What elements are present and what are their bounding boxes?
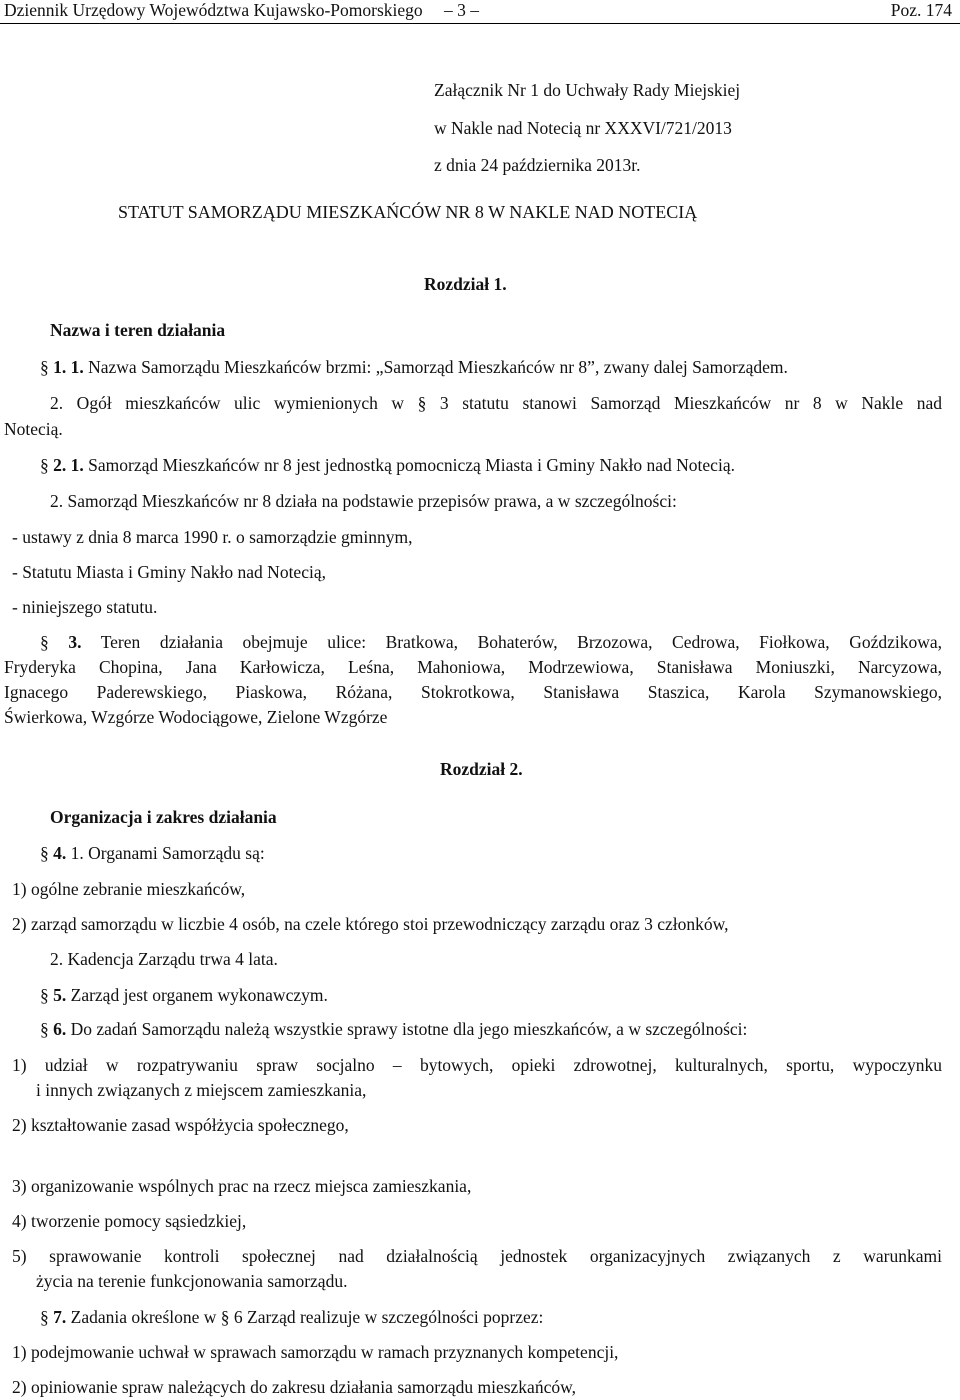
task-item-4: 4) tworzenie pomocy sąsiedzkiej, <box>12 1211 247 1231</box>
organ-item-1: 1) ogólne zebranie mieszkańców, <box>12 879 246 899</box>
paragraph-7-number: 7. <box>53 1307 67 1327</box>
paragraph-6 <box>40 1019 747 1040</box>
paragraph-1-text: Nazwa Samorządu Mieszkańców brzmi: „Samorząd Mieszkańców nr 8”, zwany dalej Samorządem. <box>88 357 788 377</box>
task-item-5-line-1: 5) sprawowanie kontroli społecznej nad działalnością jednostek organizacyjnych związanych z warunkami <box>12 1246 942 1266</box>
position-number: Poz. 174 <box>890 0 952 20</box>
task-item-1-line-2: i innych związanych z miejscem zamieszkania, <box>36 1080 367 1100</box>
paragraph-3-line-2: Fryderyka Chopina, Jana Karłowicza, Leśna, Mahoniowa, Modrzewiowa, Stanisława Moniuszki, Narcyzowa, <box>4 657 942 677</box>
paragraph-1 <box>40 357 788 378</box>
section-mark-icon: § <box>40 357 54 377</box>
annex-line-1: Załącznik Nr 1 do Uchwały Rady Miejskiej <box>434 80 741 100</box>
method-item-2: 2) opiniowanie spraw należących do zakresu działania samorządu mieszkańców, <box>12 1377 576 1397</box>
page-header <box>0 0 960 26</box>
paragraph-2 <box>40 455 735 476</box>
chapter-2-heading: Rozdział 2. <box>440 759 523 779</box>
annex-line-3: z dnia 24 października 2013r. <box>434 155 641 175</box>
paragraph-2-2: 2. Samorząd Mieszkańców nr 8 działa na podstawie przepisów prawa, a w szczególności: <box>50 491 677 511</box>
section-mark-icon: § <box>40 1307 54 1327</box>
paragraph-6-number: 6. <box>53 1019 67 1039</box>
paragraph-3-line-4: Świerkowa, Wzgórze Wodociągowe, Zielone Wzgórze <box>4 707 388 727</box>
section-mark-icon: § <box>40 455 54 475</box>
paragraph-5 <box>40 985 328 1006</box>
paragraph-7-text: Zadania określone w § 6 Zarząd realizuje w szczególności poprzez: <box>70 1307 544 1327</box>
paragraph-3-line-3: Ignacego Paderewskiego, Piaskowa, Różana, Stokrotkowa, Stanisława Staszica, Karola Szymanowskiego, <box>4 682 942 702</box>
task-item-5-line-2: życia na terenie funkcjonowania samorządu. <box>36 1271 348 1291</box>
task-item-3: 3) organizowanie wspólnych prac na rzecz miejsca zamieszkania, <box>12 1176 472 1196</box>
section-mark-icon: § <box>40 1019 54 1039</box>
journal-title: Dziennik Urzędowy Województwa Kujawsko-Pomorskiego <box>4 0 423 20</box>
paragraph-3-line-1 <box>40 632 942 653</box>
annex-line-2: w Nakle nad Notecią nr XXXVI/721/2013 <box>434 118 732 138</box>
section-mark-icon: § <box>40 843 54 863</box>
paragraph-4-number: 4. <box>53 843 67 863</box>
legal-basis-item-1: - ustawy z dnia 8 marca 1990 r. o samorządzie gminnym, <box>12 527 413 547</box>
paragraph-3-text-1: Teren działania obejmuje ulice: Bratkowa, Bohaterów, Brzozowa, Cedrowa, Fiołkowa, Goździkowa, <box>100 632 943 652</box>
paragraph-2-number: 2. 1. <box>53 455 84 475</box>
legal-basis-item-2: - Statutu Miasta i Gminy Nakło nad Notecią, <box>12 562 326 582</box>
page-number: – 3 – <box>444 0 479 20</box>
method-item-1: 1) podejmowanie uchwał w sprawach samorządu w ramach przyznanych kompetencji, <box>12 1342 619 1362</box>
paragraph-4-2: 2. Kadencja Zarządu trwa 4 lata. <box>50 949 278 969</box>
section-mark-icon: § <box>40 632 69 652</box>
document-title: STATUT SAMORZĄDU MIESZKAŃCÓW NR 8 W NAKLE NAD NOTECIĄ <box>118 202 698 222</box>
chapter-1-subheading: Nazwa i teren działania <box>50 320 226 340</box>
paragraph-2-text: Samorząd Mieszkańców nr 8 jest jednostką pomocniczą Miasta i Gminy Nakło nad Notecią. <box>88 455 735 475</box>
section-mark-icon: § <box>40 985 54 1005</box>
paragraph-4 <box>40 843 265 864</box>
paragraph-4-text: 1. Organami Samorządu są: <box>70 843 265 863</box>
header-divider <box>0 23 960 24</box>
task-item-2: 2) kształtowanie zasad współżycia społecznego, <box>12 1115 349 1135</box>
paragraph-1-2-line-1: 2. Ogół mieszkańców ulic wymienionych w § 3 statutu stanowi Samorząd Mieszkańców nr 8 w Nakle nad <box>50 393 942 413</box>
legal-basis-item-3: - niniejszego statutu. <box>12 597 158 617</box>
task-item-1-line-1: 1) udział w rozpatrywaniu spraw socjalno – bytowych, opieki zdrowotnej, kulturalnych, sportu, wypoczynku <box>12 1055 942 1075</box>
paragraph-7 <box>40 1307 543 1328</box>
chapter-1-heading: Rozdział 1. <box>424 274 507 294</box>
paragraph-5-text: Zarząd jest organem wykonawczym. <box>70 985 328 1005</box>
chapter-2-subheading: Organizacja i zakres działania <box>50 807 277 827</box>
paragraph-1-number: 1. 1. <box>53 357 84 377</box>
organ-item-2: 2) zarząd samorządu w liczbie 4 osób, na czele którego stoi przewodniczący zarządu oraz 3 członków, <box>12 914 729 934</box>
paragraph-1-2-line-2: Notecią. <box>4 419 63 439</box>
paragraph-3-number: 3. <box>68 632 82 652</box>
paragraph-6-text: Do zadań Samorządu należą wszystkie sprawy istotne dla jego mieszkańców, a w szczególności: <box>70 1019 748 1039</box>
paragraph-5-number: 5. <box>53 985 67 1005</box>
